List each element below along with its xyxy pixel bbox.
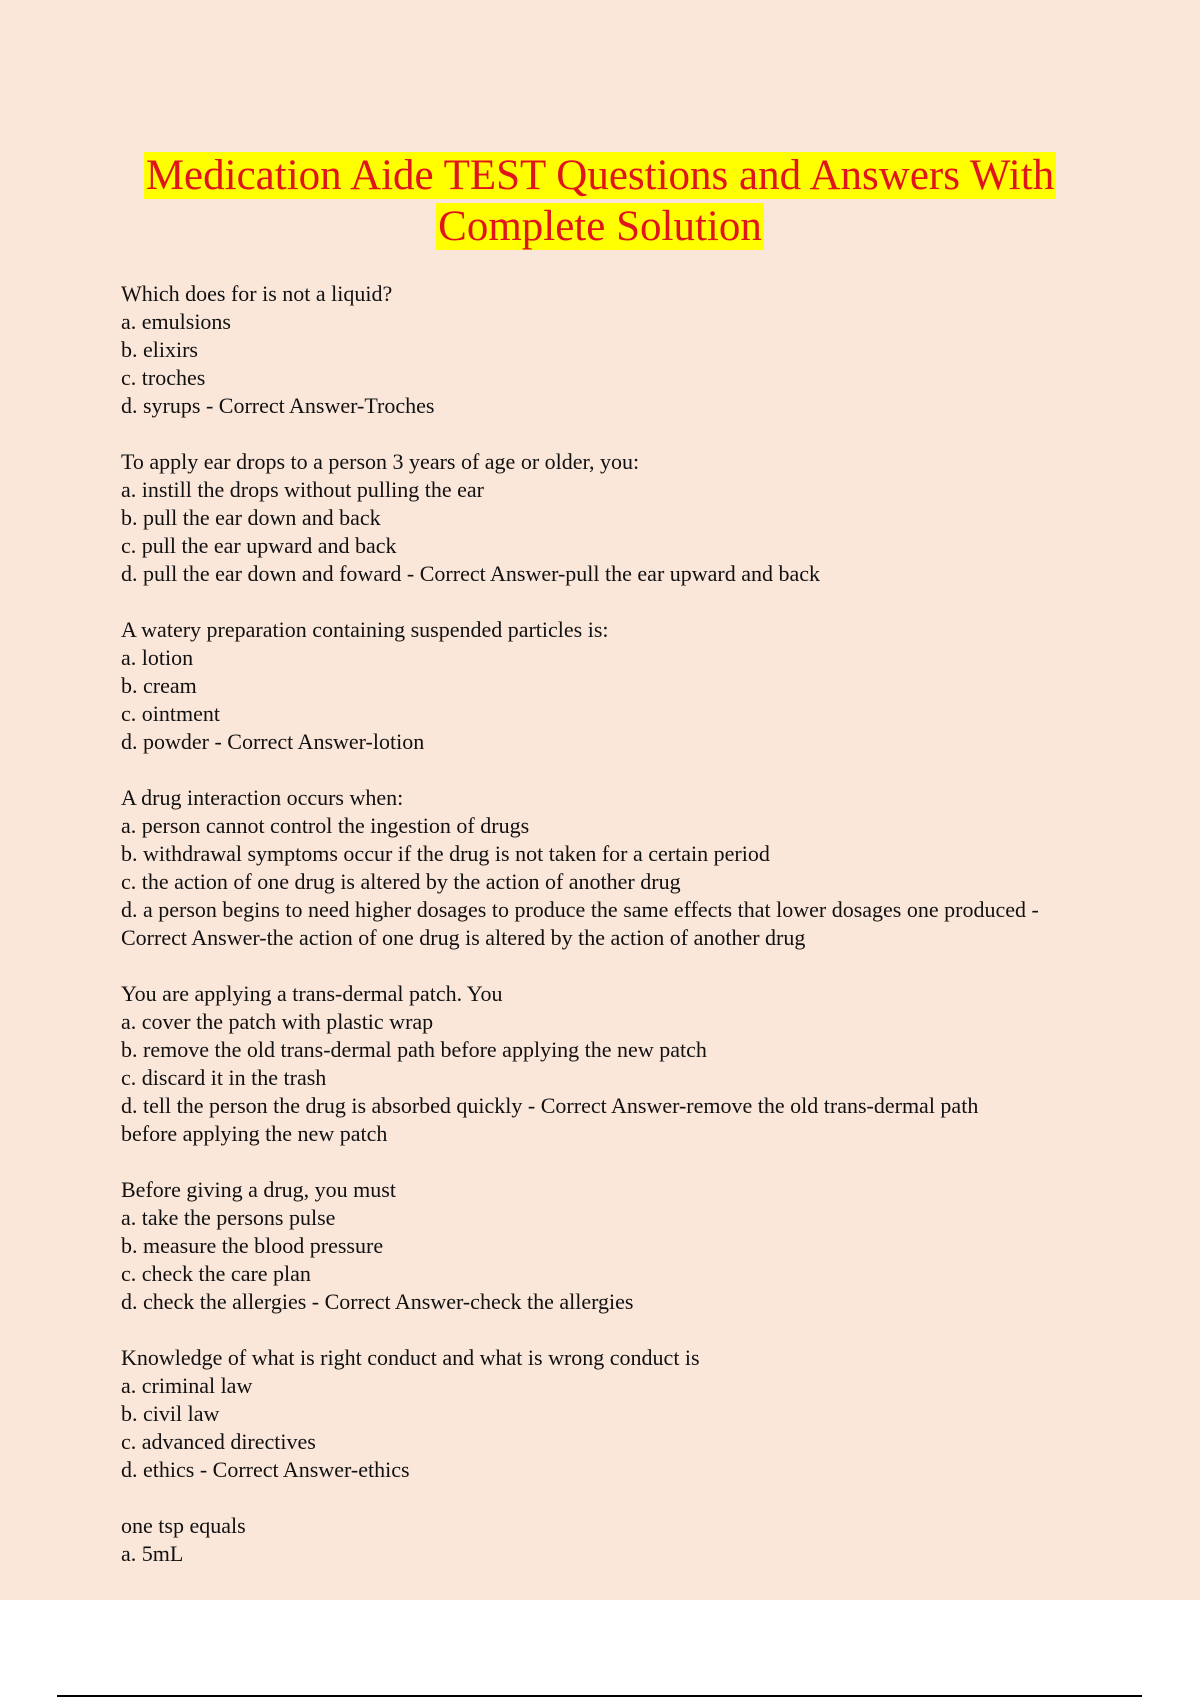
question-text: A watery preparation containing suspended particles is: <box>121 617 609 642</box>
footer-divider <box>57 1695 1142 1697</box>
answer-option: c. ointment <box>121 701 220 726</box>
answer-option: d. tell the person the drug is absorbed quickly - Correct Answer-remove the old trans-dermal path <box>121 1093 979 1118</box>
answer-option: a. criminal law <box>121 1373 253 1398</box>
answer-option: c. troches <box>121 365 206 390</box>
answer-option: Correct Answer-the action of one drug is altered by the action of another drug <box>121 925 806 950</box>
answer-option: d. pull the ear down and foward - Correct Answer-pull the ear upward and back <box>121 561 821 586</box>
question-block <box>121 1344 1141 1484</box>
answer-option: a. cover the patch with plastic wrap <box>121 1009 434 1034</box>
answer-option: a. instill the drops without pulling the ear <box>121 477 484 502</box>
question-block <box>121 1512 1141 1568</box>
answer-option: b. measure the blood pressure <box>121 1233 384 1258</box>
title-line-1: Medication Aide TEST Questions and Answers With <box>145 152 1055 199</box>
question-text: Knowledge of what is right conduct and what is wrong conduct is <box>121 1345 700 1370</box>
answer-option: a. emulsions <box>121 309 231 334</box>
answer-option: c. advanced directives <box>121 1429 316 1454</box>
answer-option: b. pull the ear down and back <box>121 505 381 530</box>
question-text: one tsp equals <box>121 1513 246 1538</box>
answer-option: a. 5mL <box>121 1541 184 1566</box>
answer-option: c. check the care plan <box>121 1261 311 1286</box>
document-title <box>0 150 1200 252</box>
answer-option: c. discard it in the trash <box>121 1065 327 1090</box>
question-text: You are applying a trans-dermal patch. You <box>121 981 503 1006</box>
question-block <box>121 784 1141 952</box>
answer-option: d. a person begins to need higher dosages to produce the same effects that lower dosages one produced - <box>121 897 1039 922</box>
answer-option: b. elixirs <box>121 337 198 362</box>
answer-option: d. powder - Correct Answer-lotion <box>121 729 425 754</box>
question-text: To apply ear drops to a person 3 years of age or older, you: <box>121 449 640 474</box>
title-line-2: Complete Solution <box>438 203 762 250</box>
answer-option: d. ethics - Correct Answer-ethics <box>121 1457 410 1482</box>
question-block <box>121 1176 1141 1316</box>
question-block <box>121 616 1141 756</box>
answer-option: c. pull the ear upward and back <box>121 533 397 558</box>
answer-option: a. lotion <box>121 645 194 670</box>
answer-option: b. remove the old trans-dermal path before applying the new patch <box>121 1037 707 1062</box>
question-text: Before giving a drug, you must <box>121 1177 396 1202</box>
answer-option: b. withdrawal symptoms occur if the drug is not taken for a certain period <box>121 841 770 866</box>
answer-option: d. check the allergies - Correct Answer-check the allergies <box>121 1289 634 1314</box>
question-list <box>121 280 1141 1596</box>
answer-option: a. person cannot control the ingestion of drugs <box>121 813 530 838</box>
answer-option: b. civil law <box>121 1401 220 1426</box>
question-block <box>121 280 1141 420</box>
answer-option: c. the action of one drug is altered by the action of another drug <box>121 869 681 894</box>
answer-option: b. cream <box>121 673 197 698</box>
question-text: A drug interaction occurs when: <box>121 785 404 810</box>
question-text: Which does for is not a liquid? <box>121 281 393 306</box>
answer-option: before applying the new patch <box>121 1121 388 1146</box>
answer-option: d. syrups - Correct Answer-Troches <box>121 393 435 418</box>
question-block <box>121 448 1141 588</box>
question-block <box>121 980 1141 1148</box>
answer-option: a. take the persons pulse <box>121 1205 336 1230</box>
